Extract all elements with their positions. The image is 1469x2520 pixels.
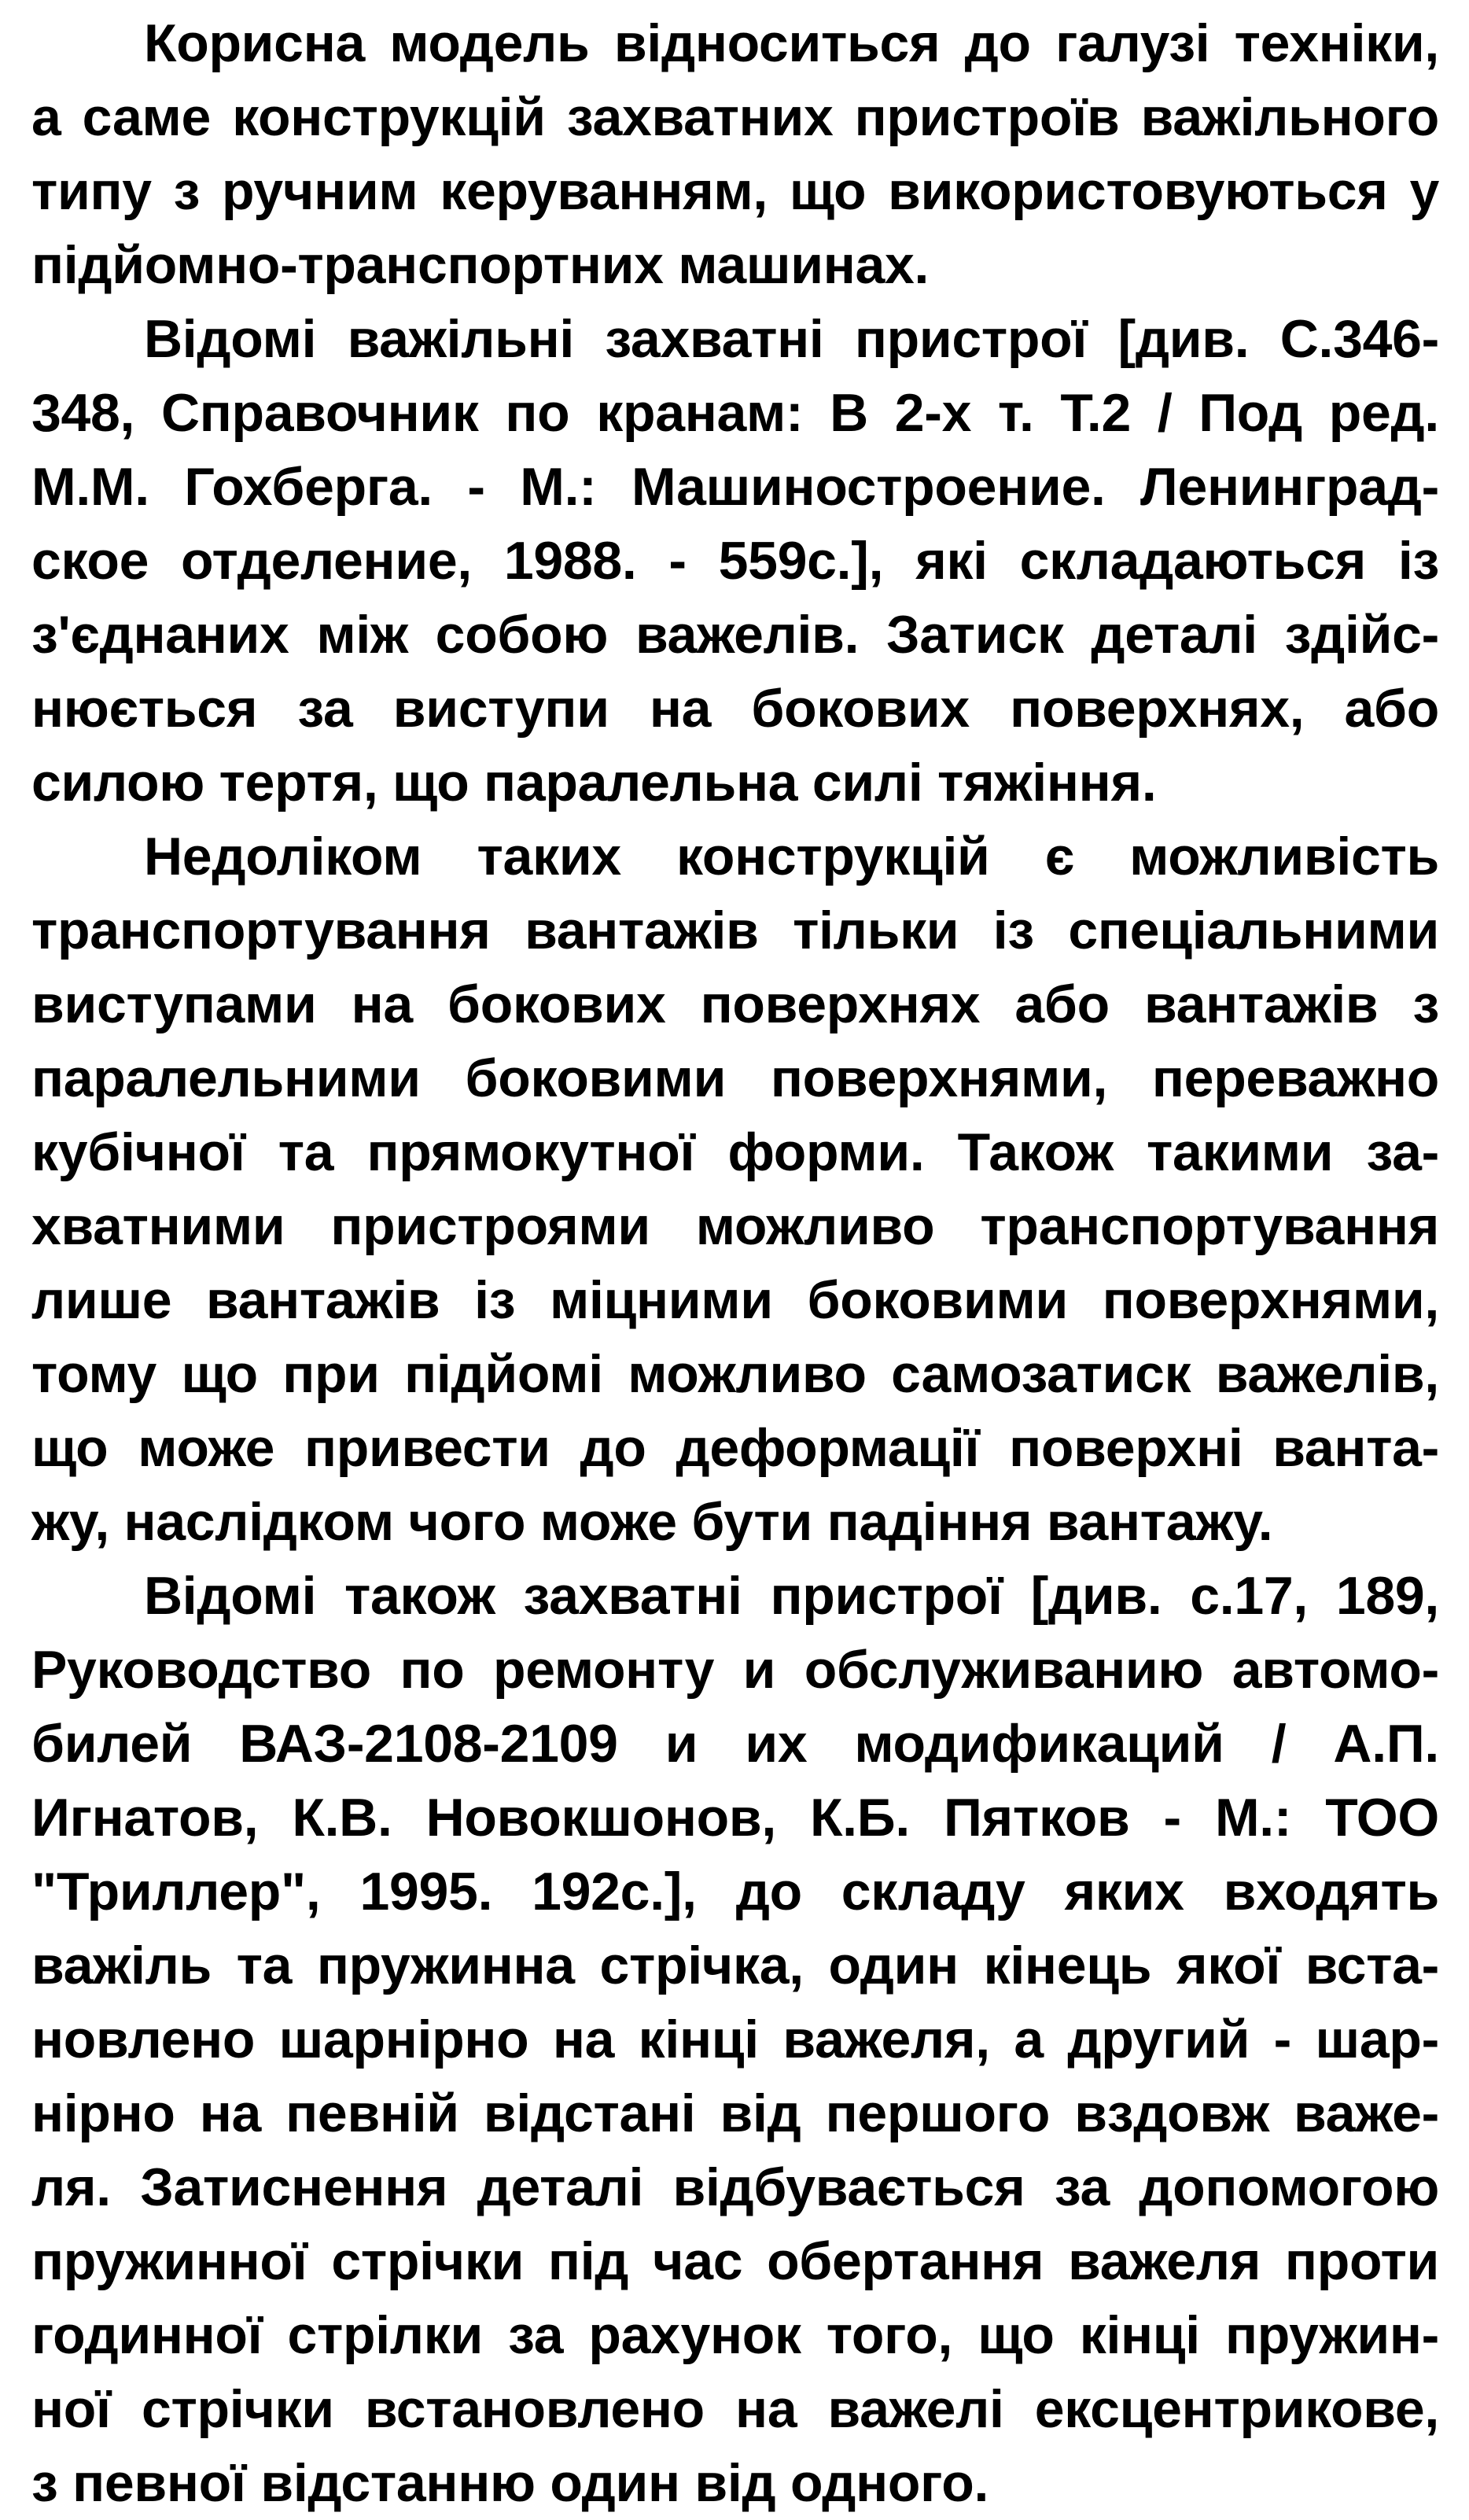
paragraph-2	[31, 302, 1439, 820]
text-line: нірно на певній відстані від першого вздовж важе-	[31, 2083, 1439, 2143]
text-line: Недоліком таких конструкцій є можливість	[144, 827, 1439, 886]
text-line: транспортування вантажів тільки із спеціальними	[31, 901, 1439, 960]
text-line: годинної стрілки за рахунок того, що кінці пружин-	[31, 2305, 1439, 2365]
text-line: нюється за виступи на бокових поверхнях, або	[31, 679, 1439, 739]
text-line: підйомно-транспортних машинах.	[31, 235, 930, 295]
text-line: Игнатов, К.В. Новокшонов, К.Б. Пятков - М.: ТОО	[31, 1788, 1439, 1848]
text-line: що може привести до деформації поверхні ванта-	[31, 1418, 1439, 1478]
text-line: з певної відстанню один від одного.	[31, 2453, 989, 2513]
text-line: ної стрічки встановлено на важелі ексцентрикове,	[31, 2379, 1439, 2439]
paragraph-3	[31, 820, 1439, 1559]
document-body	[31, 6, 1439, 2520]
paragraph-1	[31, 6, 1439, 302]
text-line: кубічної та прямокутної форми. Також такими за-	[31, 1122, 1439, 1182]
text-line: з'єднаних між собою важелів. Затиск деталі здійс-	[31, 605, 1439, 665]
text-line: лише вантажів із міцними боковими поверхнями,	[31, 1270, 1439, 1330]
text-line: виступами на бокових поверхнях або вантажів з	[31, 974, 1439, 1034]
text-line: ское отделение, 1988. - 559с.], які складаються із	[31, 531, 1439, 591]
text-line: важіль та пружинна стрічка, один кінець якої вста-	[31, 1936, 1439, 1995]
text-line: Руководство по ремонту и обслуживанию автомо-	[31, 1640, 1439, 1700]
text-line: Відомі також захватні пристрої [див. с.17, 189,	[144, 1566, 1439, 1626]
paragraph-4	[31, 1559, 1439, 2520]
text-line: силою тертя, що паралельна силі тяжіння.	[31, 753, 1157, 812]
text-line: жу, наслідком чого може бути падіння вантажу.	[31, 1492, 1273, 1552]
text-line: типу з ручним керуванням, що використовуються у	[31, 161, 1439, 221]
text-line: паралельними боковими поверхнями, переважно	[31, 1048, 1439, 1108]
text-line: тому що при підйомі можливо самозатиск важелів,	[31, 1344, 1439, 1404]
text-line: "Триллер", 1995. 192с.], до складу яких входять	[31, 1862, 1439, 1921]
text-line: билей ВАЗ-2108-2109 и их модификаций / А.П.	[31, 1714, 1439, 1774]
text-line: пружинної стрічки під час обертання важеля проти	[31, 2231, 1439, 2291]
text-line: ля. Затиснення деталі відбувається за допомогою	[31, 2157, 1439, 2217]
text-line: 348, Справочник по кранам: В 2-х т. Т.2 / Под ред.	[31, 383, 1439, 443]
text-line: М.М. Гохберга. - М.: Машиностроение. Ленинград-	[31, 457, 1439, 517]
text-line: хватними пристроями можливо транспортування	[31, 1196, 1439, 1256]
text-line: Корисна модель відноситься до галузі техніки,	[144, 13, 1439, 73]
text-line: новлено шарнірно на кінці важеля, а другий - шар-	[31, 2010, 1439, 2069]
text-line: а саме конструкцій захватних пристроїв важільного	[31, 87, 1439, 147]
text-line: Відомі важільні захватні пристрої [див. С.346-	[144, 309, 1439, 369]
